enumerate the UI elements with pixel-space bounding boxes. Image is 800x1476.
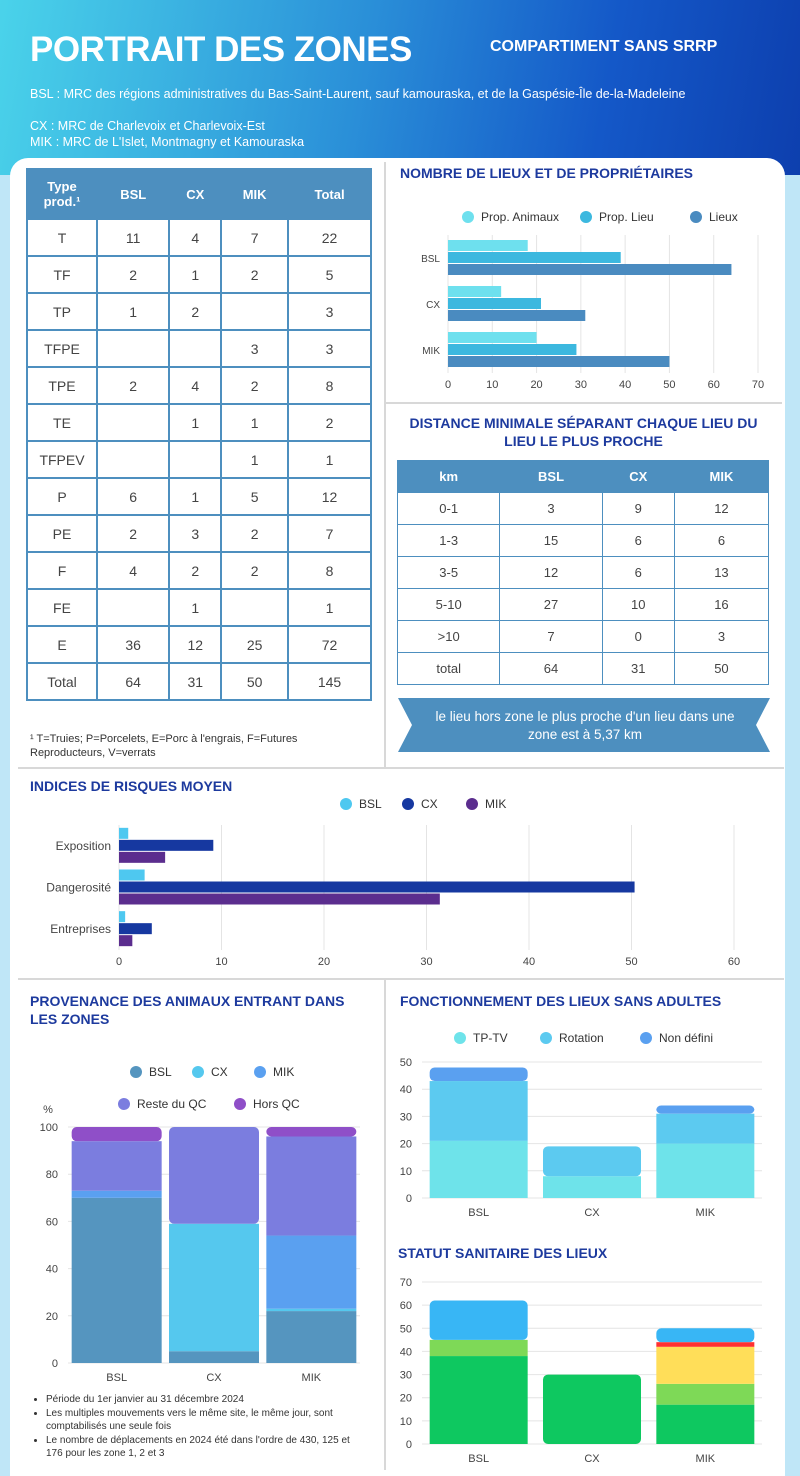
y-tick-label: 50 [399,1323,412,1336]
legend-label: Lieux [709,210,738,224]
zone-legend-cx: CX : MRC de Charlevoix et Charlevoix-Est [30,119,265,133]
legend-item-cx [402,797,438,811]
table-row [398,557,769,589]
zone-legend-bsl: BSL : MRC des régions administratives du Bas-Saint-Laurent, sauf kamouraska, et de la Gaspésie-Île de-la-Madeleine [30,87,686,101]
table-row [27,478,371,515]
bar-segment-reste-du-qc-mik [266,1136,356,1235]
table-cell: 2 [221,367,288,404]
bar-segment-tp-tv-mik [656,1144,754,1198]
y-tick-label: 0 [405,1193,412,1205]
bar-mik-dangerosite [119,894,440,905]
bar-lieux-cx [448,310,585,321]
distance-header-cell: BSL [500,461,602,493]
bar-segment-mik-mik [266,1236,356,1309]
table-row [27,663,371,700]
legend-item-bsl [130,1065,172,1079]
table-cell: 2 [97,515,169,552]
divider-horizontal-mid [18,767,784,769]
table-cell: 72 [288,626,371,663]
bar-segment-reste-du-qc-bsl [72,1141,162,1191]
table-cell: 3-5 [398,557,500,589]
bar-prop-lieu-mik [448,344,576,355]
x-tick-label: 30 [420,956,433,968]
table-cell: 12 [288,478,371,515]
table-cell: 2 [169,552,221,589]
table-cell: 2 [288,404,371,441]
bar-segment-series-1-mik [656,1384,754,1405]
bar-segment-non-defini-mik [656,1106,754,1114]
category-label: BSL [421,254,440,265]
table-cell: 1 [221,441,288,478]
bar-segment-mik-bsl [72,1191,162,1198]
distance-header-row [398,461,769,493]
lieux-chart [400,230,775,395]
bar-prop-animaux-mik [448,332,537,343]
x-tick-label: 40 [522,956,536,968]
statut-chart-title: STATUT SANITAIRE DES LIEUX [398,1245,608,1261]
table-row [27,404,371,441]
bar-cx-dangerosite [119,882,635,893]
category-label: BSL [468,1453,490,1465]
table-cell: 0-1 [398,493,500,525]
table-cell: TFPE [27,330,97,367]
category-label: Entreprises [50,922,111,937]
legend-swatch [402,798,414,810]
table-cell: 3 [288,293,371,330]
bar-segment-bsl-mik [266,1311,356,1363]
x-tick-label: 0 [115,956,123,968]
table-cell: 2 [97,256,169,293]
legend-swatch [454,1032,466,1044]
table-cell: 1 [169,404,221,441]
table-row [27,219,371,256]
legend-label: CX [211,1065,228,1079]
x-tick-label: 20 [530,379,543,391]
table-row [398,525,769,557]
table-row [27,293,371,330]
table-cell: TPE [27,367,97,404]
table-cell: 2 [221,552,288,589]
bar-lieux-mik [448,356,669,367]
table-cell: 2 [169,293,221,330]
y-tick-label: 80 [45,1169,58,1182]
table-cell: 6 [602,525,674,557]
table-cell: FE [27,589,97,626]
table-cell: Total [27,663,97,700]
table-cell [97,404,169,441]
table-cell: 64 [97,663,169,700]
legend-item-lieux [690,210,738,224]
table-cell: >10 [398,621,500,653]
bar-segment-rotation-bsl [430,1081,528,1141]
table-row [398,589,769,621]
y-tick-label: 20 [399,1138,412,1151]
y-tick-label: 60 [399,1300,412,1313]
table-cell: 7 [221,219,288,256]
production-footnote: ¹ T=Truies; P=Porcelets, E=Porc à l'engrais, F=Futures Reproducteurs, V=verrats [30,733,298,759]
divider-vertical-top [384,162,386,767]
note-item: • Période du 1er janvier au 31 décembre 2024 [46,1393,365,1407]
legend-label: Hors QC [253,1097,300,1111]
legend-swatch [462,211,474,223]
provenance-chart [28,1092,373,1387]
production-header-cell: CX [169,169,221,219]
table-row [27,256,371,293]
distance-header-cell: MIK [674,461,768,493]
legend-item-tp-tv [454,1031,508,1045]
bar-segment-series-0-bsl [430,1356,528,1444]
table-cell: 4 [97,552,169,589]
bar-segment-series-0-cx [543,1375,641,1444]
legend-label: MIK [273,1065,295,1079]
table-cell: 4 [169,367,221,404]
table-cell: 12 [674,493,768,525]
bar-segment-tp-tv-cx [543,1176,641,1198]
bar-prop-lieu-cx [448,298,541,309]
table-cell: 5-10 [398,589,500,621]
category-label: Exposition [55,838,111,853]
legend-swatch [466,798,478,810]
x-tick-label: 0 [444,379,452,391]
table-row [398,653,769,685]
table-row [27,552,371,589]
bar-segment-hors-qc-bsl [72,1127,162,1141]
table-cell: 25 [221,626,288,663]
legend-swatch [130,1066,142,1078]
table-cell: 16 [674,589,768,621]
legend-swatch [340,798,352,810]
x-tick-label: 50 [625,956,638,968]
legend-item-prop-animaux [462,210,559,224]
production-header-cell: MIK [221,169,288,219]
table-cell: 1 [169,589,221,626]
table-cell: 4 [169,219,221,256]
legend-label: BSL [149,1065,172,1079]
table-cell: P [27,478,97,515]
category-label: CX [426,300,440,311]
table-cell: 13 [674,557,768,589]
legend-item-prop-lieu [580,210,654,224]
table-cell: 36 [97,626,169,663]
table-cell: 12 [169,626,221,663]
table-cell [97,441,169,478]
table-row [27,515,371,552]
y-tick-label: 70 [399,1277,412,1289]
table-row [27,589,371,626]
legend-swatch [640,1032,652,1044]
production-header-cell: BSL [97,169,169,219]
legend-swatch [254,1066,266,1078]
legend-swatch [540,1032,552,1044]
x-tick-label: 30 [574,379,587,391]
table-cell: TF [27,256,97,293]
legend-label: Rotation [559,1031,604,1045]
table-cell: 3 [169,515,221,552]
table-cell: 5 [288,256,371,293]
lieux-chart-title: NOMBRE DE LIEUX ET DE PROPRIÉTAIRES [400,165,693,181]
risques-chart [20,820,780,975]
table-cell [169,441,221,478]
table-cell: 9 [602,493,674,525]
bar-cx-entreprises [119,923,152,934]
production-header-cell: Total [288,169,371,219]
table-cell: 145 [288,663,371,700]
bar-prop-animaux-bsl [448,240,528,251]
table-cell: 6 [674,525,768,557]
table-cell: 27 [500,589,602,621]
x-tick-label: 40 [619,379,632,391]
table-cell: 1 [169,478,221,515]
legend-item-mik [466,797,506,811]
y-tick-label: 50 [399,1057,412,1069]
table-cell: 7 [500,621,602,653]
table-cell: total [398,653,500,685]
table-cell: 2 [221,256,288,293]
fonctionnement-chart-title: FONCTIONNEMENT DES LIEUX SANS ADULTES [400,993,722,1009]
table-cell: 8 [288,552,371,589]
legend-label: MIK [485,797,507,811]
table-cell [97,330,169,367]
x-tick-label: 20 [317,956,331,968]
table-cell: 1-3 [398,525,500,557]
table-cell: 10 [602,589,674,621]
table-cell: TP [27,293,97,330]
table-cell: 31 [169,663,221,700]
x-tick-label: 60 [727,956,741,968]
bar-bsl-exposition [119,828,128,839]
y-tick-label: 0 [405,1439,412,1451]
table-row [27,441,371,478]
table-cell: 3 [500,493,602,525]
table-cell: 6 [97,478,169,515]
x-tick-label: 10 [215,956,228,968]
bar-bsl-entreprises [119,911,125,922]
y-tick-label: 40 [399,1346,412,1359]
table-cell: 50 [221,663,288,700]
legend-label: Non défini [659,1031,714,1045]
zone-legend-mik: MIK : MRC de L'Islet, Montmagny et Kamouraska [30,135,305,149]
category-label: CX [584,1453,600,1465]
bar-segment-reste-du-qc-cx [169,1127,259,1224]
category-label: BSL [468,1207,490,1219]
bar-segment-bsl-bsl [72,1198,162,1363]
category-label: MIK [301,1372,322,1384]
table-row [27,330,371,367]
bar-segment-rotation-mik [656,1114,754,1144]
bar-lieux-bsl [448,264,731,275]
distance-header-cell: km [398,461,500,493]
y-tick-label: 100 [39,1122,58,1134]
bar-segment-rotation-cx [543,1146,641,1176]
table-cell: 2 [97,367,169,404]
table-cell: 12 [500,557,602,589]
legend-label: TP-TV [473,1031,508,1045]
distance-header-cell: CX [602,461,674,493]
bar-segment-series-3-mik [656,1342,754,1347]
table-row [27,626,371,663]
table-cell: 1 [169,256,221,293]
bar-segment-bsl-cx [169,1351,259,1363]
divider-vertical-bottom [384,980,386,1470]
category-label: CX [584,1207,600,1219]
table-cell: 11 [97,219,169,256]
table-cell: E [27,626,97,663]
table-cell: 8 [288,367,371,404]
table-cell: 1 [288,589,371,626]
bar-segment-series-4-mik [656,1328,754,1342]
page-subtitle: COMPARTIMENT SANS SRRP [490,38,718,55]
table-header-row [27,169,371,219]
table-cell: 2 [221,515,288,552]
table-cell: 22 [288,219,371,256]
y-tick-label: 30 [399,1111,412,1124]
y-tick-label: 60 [45,1216,58,1229]
bar-segment-series-1-bsl [430,1340,528,1356]
divider-horizontal-right [386,402,782,404]
category-label: MIK [422,346,440,357]
legend-swatch [690,211,702,223]
legend-swatch [580,211,592,223]
legend-swatch [192,1066,204,1078]
fonctionnement-chart [390,1052,775,1227]
legend-label: Prop. Lieu [599,210,654,224]
y-axis-label: % [43,1104,53,1116]
table-row [27,367,371,404]
table-cell: 3 [674,621,768,653]
table-cell [169,330,221,367]
bar-bsl-dangerosite [119,870,145,881]
provenance-notes [30,1393,365,1461]
table-cell: 1 [221,404,288,441]
y-tick-label: 20 [399,1392,412,1405]
note-item: • Le nombre de déplacements en 2024 été dans l'ordre de 430, 125 et 176 pour les zone 1, 2 et 3 [46,1434,365,1461]
table-cell: T [27,219,97,256]
page-title: PORTRAIT DES ZONES [30,30,412,69]
bar-segment-cx-mik [266,1309,356,1311]
table-cell: PE [27,515,97,552]
legend-item-bsl [340,797,382,811]
bar-segment-non-defini-bsl [430,1067,528,1081]
y-tick-label: 40 [399,1084,412,1097]
table-cell: 64 [500,653,602,685]
table-cell [97,589,169,626]
provenance-chart-title: PROVENANCE DES ANIMAUX ENTRANT DANS LES ZONES [30,993,345,1027]
category-label: CX [206,1372,222,1384]
table-cell: F [27,552,97,589]
bar-prop-animaux-cx [448,286,501,297]
bar-segment-hors-qc-mik [266,1127,356,1136]
y-tick-label: 20 [45,1310,58,1323]
bar-segment-cx-cx [169,1224,259,1351]
y-tick-label: 10 [399,1415,412,1428]
table-cell: 3 [221,330,288,367]
table-body [27,219,371,700]
table-cell: 5 [221,478,288,515]
table-cell: 15 [500,525,602,557]
x-tick-label: 70 [751,379,765,391]
legend-item-non-defini [640,1031,713,1045]
x-tick-label: 10 [486,379,499,391]
distance-banner-text: le lieu hors zone le plus proche d'un lieu dans une zone est à 5,37 km [435,709,735,742]
bar-mik-exposition [119,852,165,863]
distance-table [397,460,769,685]
note-item: • Les multiples mouvements vers le même site, le même jour, sont comptabilisés une seule fois [46,1407,365,1434]
table-cell [221,293,288,330]
bar-segment-series-0-mik [656,1405,754,1444]
divider-horizontal-low [18,978,784,980]
legend-label: Prop. Animaux [481,210,560,224]
bar-cx-exposition [119,840,213,851]
bar-mik-entreprises [119,935,132,946]
table-cell: 6 [602,557,674,589]
table-cell: 50 [674,653,768,685]
x-tick-label: 50 [663,379,676,391]
table-cell: 7 [288,515,371,552]
table-row [398,493,769,525]
legend-item-cx [192,1065,228,1079]
y-tick-label: 40 [45,1263,58,1276]
table-row [398,621,769,653]
legend-label: BSL [359,797,382,811]
risques-chart-title: INDICES DE RISQUES MOYEN [30,778,233,794]
distance-table-body [398,493,769,685]
legend-item-mik [254,1065,294,1079]
table-cell: 31 [602,653,674,685]
category-label: Dangerosité [46,880,111,895]
bar-segment-series-4-bsl [430,1301,528,1340]
production-header-cell: Type prod.¹ [27,169,97,219]
statut-chart [390,1272,775,1472]
category-label: MIK [695,1207,716,1219]
bar-segment-series-2-mik [656,1347,754,1384]
table-cell: TFPEV [27,441,97,478]
table-cell: TE [27,404,97,441]
legend-label: CX [421,797,438,811]
y-tick-label: 0 [51,1358,58,1370]
y-tick-label: 30 [399,1369,412,1382]
category-label: MIK [695,1453,716,1465]
table-cell: 3 [288,330,371,367]
table-cell: 1 [97,293,169,330]
distance-table-title: DISTANCE MINIMALE SÉPARANT CHAQUE LIEU DU LIEU LE PLUS PROCHE [409,415,758,449]
bar-segment-tp-tv-bsl [430,1141,528,1198]
legend-item-rotation [540,1031,604,1045]
x-tick-label: 60 [707,379,720,391]
legend-label: Reste du QC [137,1097,207,1111]
bar-prop-lieu-bsl [448,252,621,263]
category-label: BSL [106,1372,128,1384]
production-type-table [26,168,372,701]
y-tick-label: 10 [399,1165,412,1178]
table-cell: 0 [602,621,674,653]
table-cell: 1 [288,441,371,478]
table-cell [221,589,288,626]
